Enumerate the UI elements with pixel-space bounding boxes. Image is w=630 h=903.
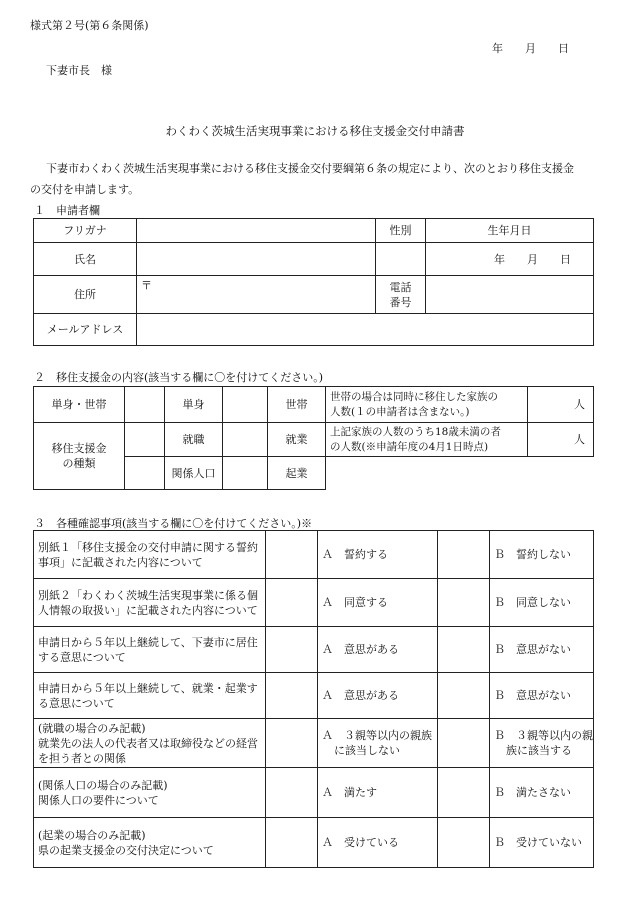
related-population-label: 関係人口 [165,457,223,490]
option-b-mark[interactable] [438,818,490,868]
item-line: 事項」に記載された内容について [38,555,203,569]
single-label: 単身 [165,387,223,423]
minor-persons-field[interactable] [528,423,594,457]
confirmation-table [33,530,594,868]
phone-label-line1: 電話 [389,280,412,294]
option-a-mark[interactable] [266,719,318,768]
option-line: に該当しない [334,744,400,757]
confirmation-item [34,579,266,627]
related-population-mark[interactable] [125,457,165,490]
option-a-mark[interactable] [266,579,318,627]
option-line: Ａ ３親等以内の親族 [322,729,432,742]
employment-label: 就職 [165,423,223,457]
persons-unit-1: 人 [574,398,585,411]
option-a: Ａ 意思がある [318,627,438,673]
confirmation-row [34,531,594,579]
option-a: Ａ 満たす [318,768,438,818]
date-line: 年 月 日 [492,42,569,55]
minor-note [326,423,528,457]
option-b-mark[interactable] [438,531,490,579]
single-household-mark[interactable] [125,387,165,423]
item-line: 人情報の取扱い」に記載された内容について [38,603,258,617]
item-line: (就職の場合のみ記載) [38,721,146,735]
document-title: わくわく茨城生活実現事業における移住支援金交付申請書 [165,124,465,138]
confirmation-row [34,719,594,768]
section3-heading: ３ 各種確認事項(該当する欄に〇を付けてください。)※ [34,517,313,530]
confirmation-item [34,818,266,868]
applicant-table [33,218,594,346]
form-number: 様式第２号(第６条関係) [30,19,149,32]
item-line: 関係人口の要件について [38,793,159,807]
item-line: 就業先の法人の代表者又は取締役などの経営 [38,736,258,750]
gender-field[interactable] [376,243,426,276]
intro-line-1: 下妻市わくわく茨城生活実現事業における移住支援金交付要綱第６条の規定により、次のとおり移住支援金 [46,162,574,175]
intro-line-2: の交付を申請します。 [30,183,140,196]
household-persons-field[interactable] [528,387,594,423]
option-b: Ｂ 意思がない [490,627,594,673]
email-field[interactable] [137,314,594,346]
option-line: Ｂ ３親等以内の親 [494,729,593,742]
item-line: 申請日から５年以上継続して、下妻市に居住 [38,635,258,649]
gender-label: 性別 [376,219,426,243]
name-field[interactable] [137,243,376,276]
option-a [318,719,438,768]
phone-field[interactable] [426,276,594,314]
type-label-line1: 移住支援金 [51,442,107,455]
birthdate-field[interactable]: 年 月 日 [426,243,594,276]
option-a: Ａ 誓約する [318,531,438,579]
single-mark[interactable] [223,387,268,423]
type-label-line2: の種類 [62,457,96,470]
postal-mark: 〒 [141,279,152,292]
confirmation-item [34,768,266,818]
section1-heading: １ 申請者欄 [34,204,100,217]
minor-note-line1: 上記家族の人数のうち18歳未満の者 [330,425,501,438]
option-a-mark[interactable] [266,768,318,818]
option-a: Ａ 同意する [318,579,438,627]
single-household-label: 単身・世帯 [34,387,125,423]
minor-note-line2: の人数(※申請年度の4月1日時点) [330,440,489,453]
addressee: 下妻市長 様 [46,64,112,77]
option-b-mark[interactable] [438,673,490,719]
employment-mark[interactable] [125,423,165,457]
item-line: (起業の場合のみ記載) [38,828,146,842]
option-a-mark[interactable] [266,627,318,673]
confirmation-item [34,719,266,768]
phone-label-line2: 番号 [389,295,412,309]
household-note-line1: 世帯の場合は同時に移住した家族の [330,390,498,403]
business-employment-mark[interactable] [223,423,268,457]
confirmation-row [34,768,594,818]
empty-cell [326,457,528,490]
option-b: Ｂ 同意しない [490,579,594,627]
address-label: 住所 [34,276,137,314]
option-b-mark[interactable] [438,579,490,627]
item-line: 県の起業支援金の交付決定について [38,843,214,857]
furigana-label: フリガナ [34,219,137,243]
confirmation-item [34,673,266,719]
business-employment-label: 就業 [268,423,326,457]
support-content-table [33,386,594,490]
confirmation-row [34,673,594,719]
type-label [34,423,125,490]
option-a-mark[interactable] [266,531,318,579]
item-line: を担う者との関係 [38,751,126,765]
email-label: メールアドレス [34,314,137,346]
option-b [490,719,594,768]
option-b: Ｂ 受けていない [490,818,594,868]
persons-unit-2: 人 [574,433,585,446]
item-line: 別紙１「移住支援金の交付申請に関する誓約 [38,540,258,554]
option-b: Ｂ 満たさない [490,768,594,818]
confirmation-item [34,627,266,673]
item-line: (関係人口の場合のみ記載) [38,778,168,792]
option-a-mark[interactable] [266,673,318,719]
option-b: Ｂ 誓約しない [490,531,594,579]
confirmation-item [34,531,266,579]
name-label: 氏名 [34,243,137,276]
option-b: Ｂ 意思がない [490,673,594,719]
option-a: Ａ 受けている [318,818,438,868]
household-note-line2: 人数(１の申請者は含まない。) [330,405,470,418]
confirmation-row [34,627,594,673]
option-b-mark[interactable] [438,768,490,818]
household-note [326,387,528,423]
item-line: 別紙２「わくわく茨城生活実現事業に係る個 [38,588,258,602]
empty-cell [528,457,594,490]
option-b-mark[interactable] [438,719,490,768]
item-line: する意思について [38,650,126,664]
address-field[interactable] [137,276,376,314]
birthdate-label: 生年月日 [426,219,594,243]
startup-label: 起業 [268,457,326,490]
furigana-field[interactable] [137,219,376,243]
confirmation-row [34,818,594,868]
phone-label [376,276,426,314]
option-a-mark[interactable] [266,818,318,868]
option-b-mark[interactable] [438,627,490,673]
household-label: 世帯 [268,387,326,423]
option-a: Ａ 意思がある [318,673,438,719]
confirmation-row [34,579,594,627]
option-line: 族に該当する [506,744,572,757]
startup-mark[interactable] [223,457,268,490]
section2-heading: ２ 移住支援金の内容(該当する欄に〇を付けてください。) [34,371,324,384]
item-line: る意思について [38,696,115,710]
item-line: 申請日から５年以上継続して、就業・起業す [38,681,258,695]
